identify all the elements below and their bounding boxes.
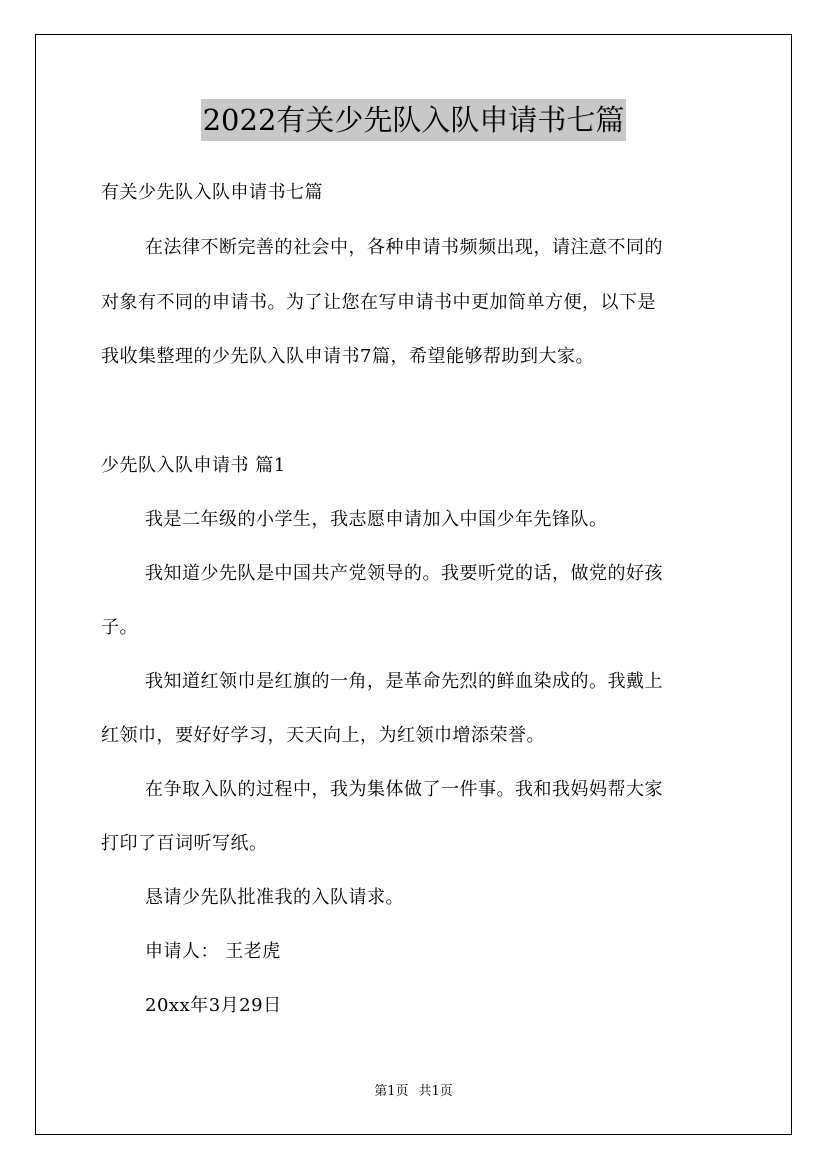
- document-title: 2022有关少先队入队申请书七篇: [201, 99, 627, 141]
- body-line: 子。: [101, 617, 138, 638]
- body-line: 恳请少先队批准我的入队请求。: [145, 887, 404, 908]
- body-line: 我是二年级的小学生，我志愿申请加入中国少年先锋队。: [145, 509, 608, 530]
- body-line: 红领巾，要好好学习，天天向上，为红领巾增添荣誉。: [101, 725, 545, 746]
- page-number: 第1页: [374, 1084, 409, 1099]
- document-subtitle: 有关少先队入队申请书七篇: [101, 182, 323, 203]
- body-line: 在争取入队的过程中，我为集体做了一件事。我和我妈妈帮大家: [145, 779, 663, 800]
- intro-line: 我收集整理的少先队入队申请书7篇，希望能够帮助到大家。: [101, 346, 594, 367]
- page-total: 共1页: [418, 1084, 453, 1099]
- intro-line: 在法律不断完善的社会中，各种申请书频频出现，请注意不同的: [145, 237, 663, 258]
- body-line: 我知道少先队是中国共产党领导的。我要听党的话，做党的好孩: [145, 563, 663, 584]
- title-container: [0, 99, 827, 141]
- date-line: 20xx年3月29日: [145, 995, 282, 1016]
- body-line: 打印了百词听写纸。: [101, 833, 268, 854]
- applicant-line: 申请人： 王老虎: [145, 941, 281, 962]
- body-line: 我知道红领巾是红旗的一角，是革命先烈的鲜血染成的。我戴上: [145, 671, 663, 692]
- section-heading: 少先队入队申请书 篇1: [101, 455, 286, 476]
- page-footer: [0, 1083, 827, 1101]
- intro-line: 对象有不同的申请书。为了让您在写申请书中更加简单方便，以下是: [101, 292, 656, 313]
